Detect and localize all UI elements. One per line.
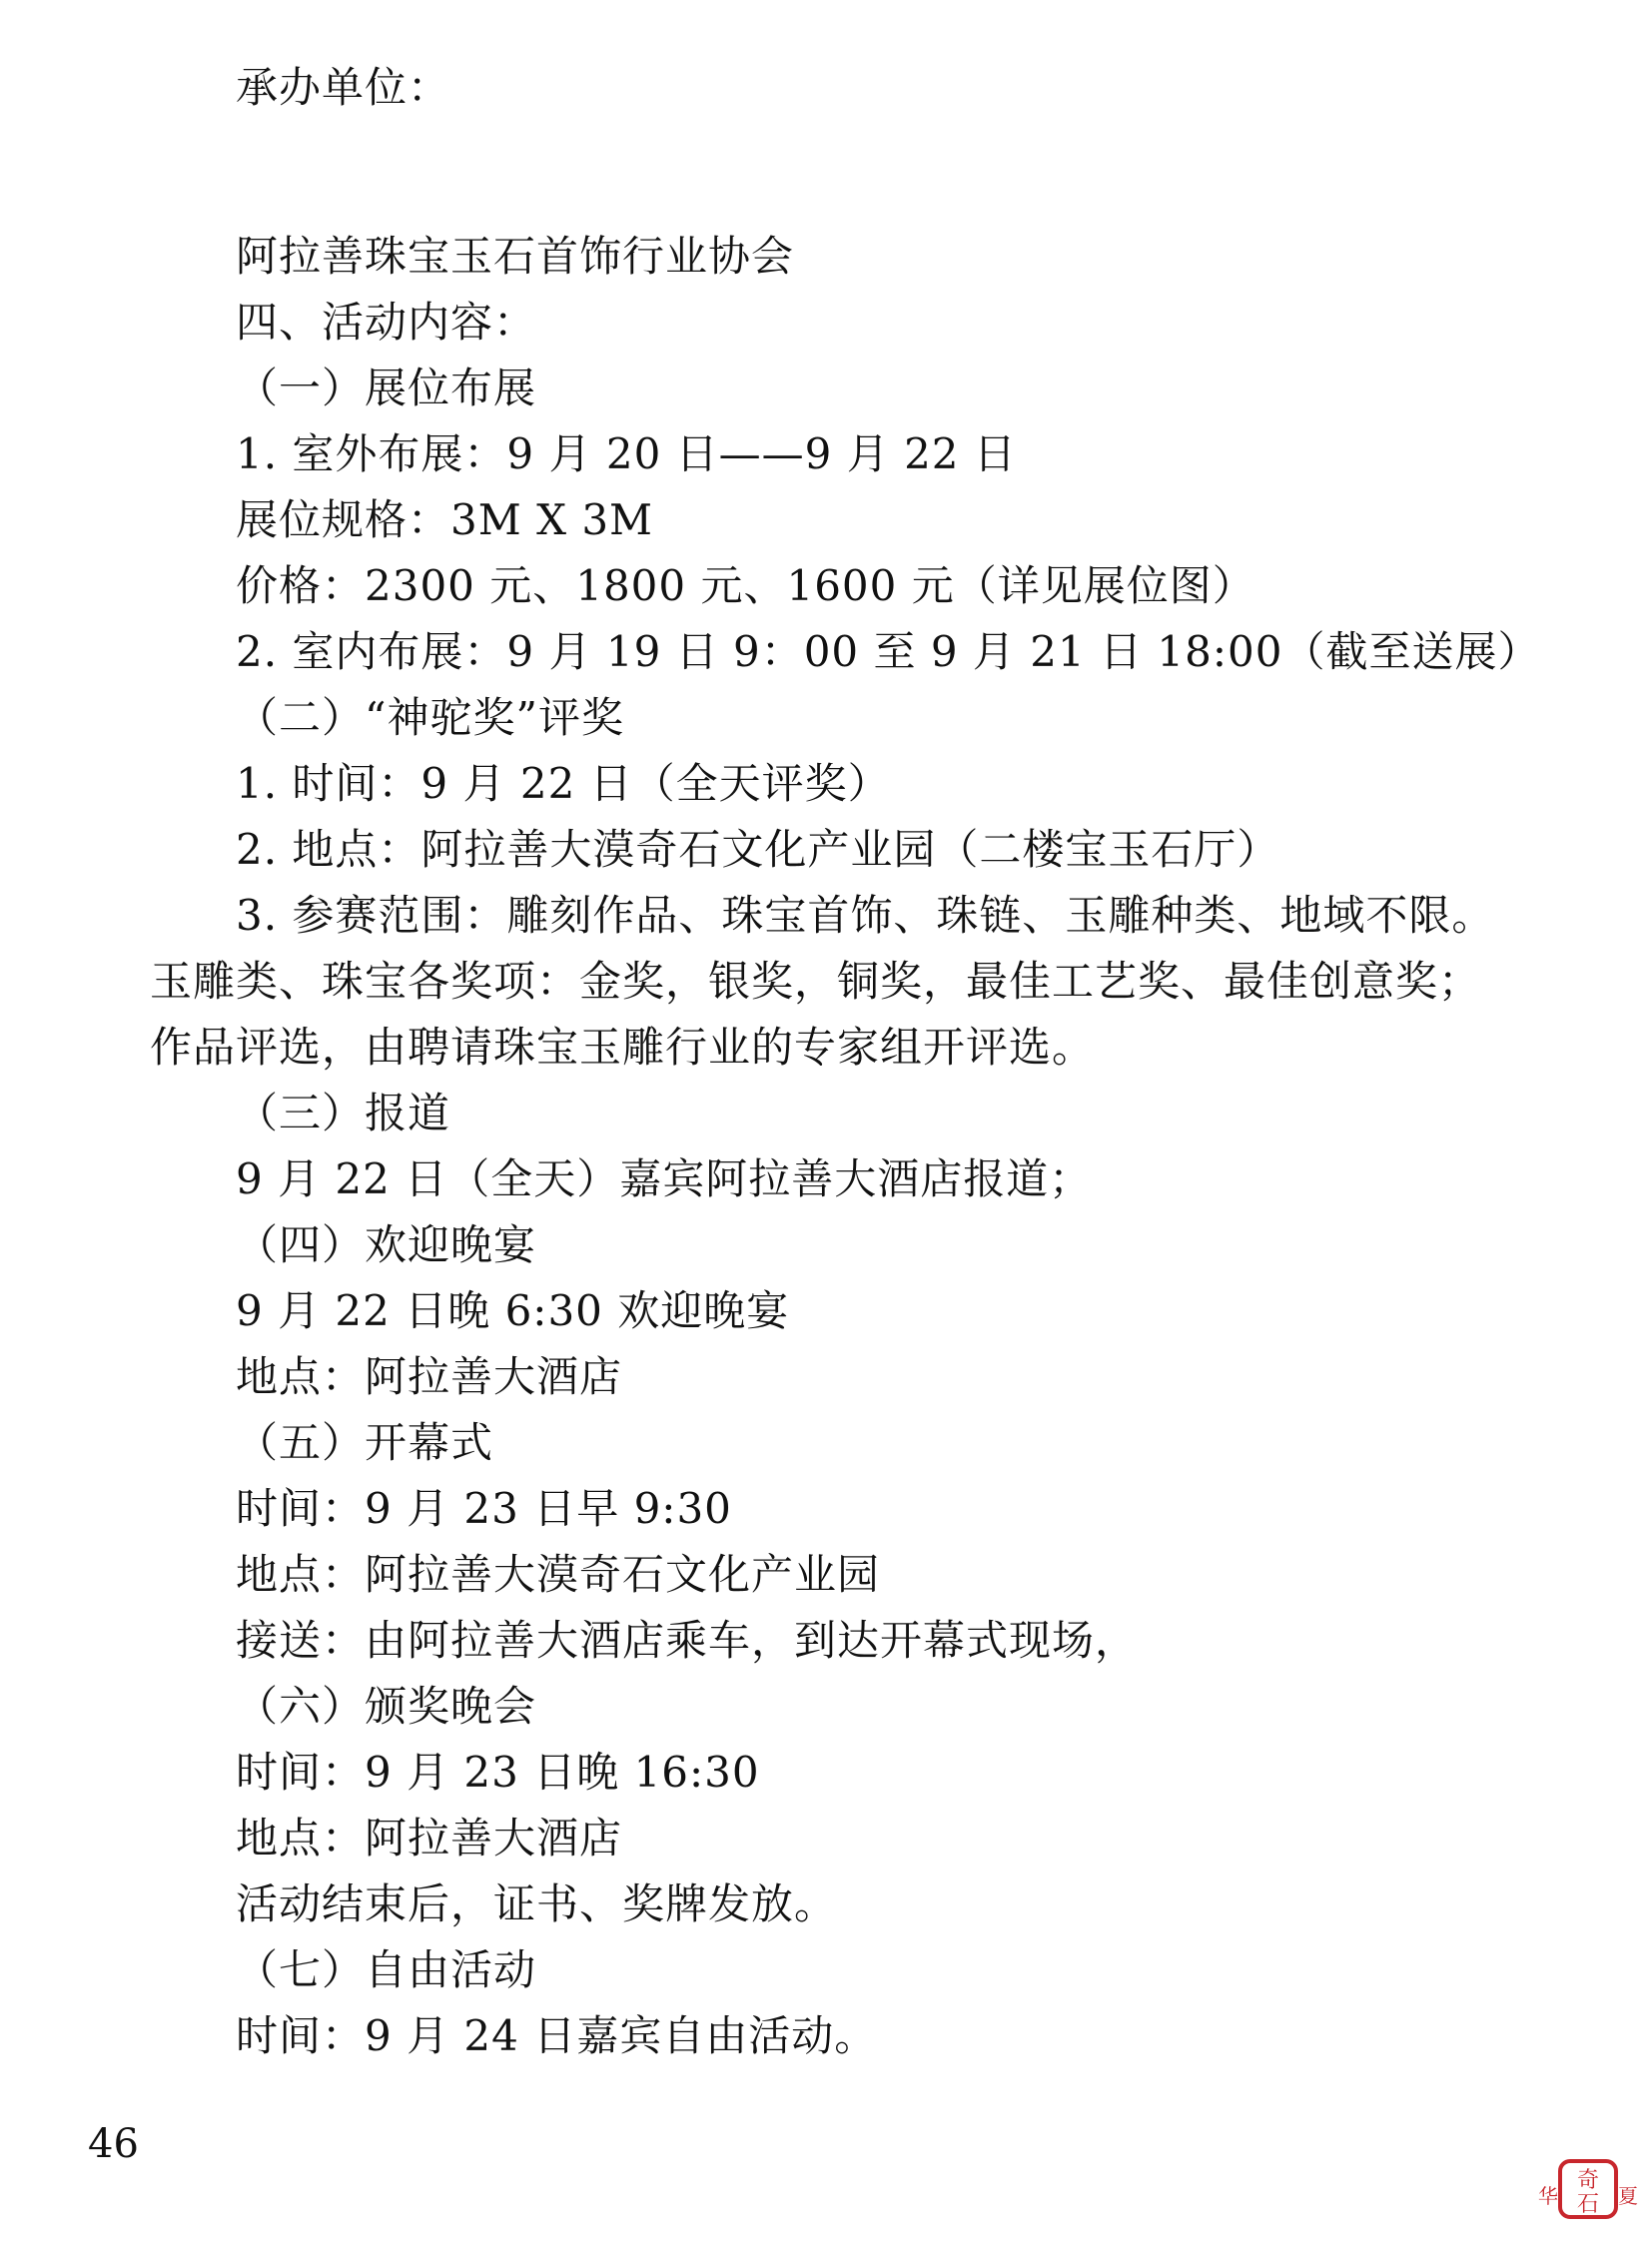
subsection-heading: （五）开幕式 — [236, 1418, 494, 1467]
organizer-name: 阿拉善珠宝玉石首饰行业协会 — [236, 232, 795, 281]
paragraph-line: 价格：2300 元、1800 元、1600 元（详见展位图） — [236, 561, 1255, 610]
paragraph-line: 2. 室内布展：9 月 19 日 9：00 至 9 月 21 日 18:00（截至送展） — [236, 627, 1541, 676]
paragraph-line: 玉雕类、珠宝各奖项：金奖，银奖，铜奖，最佳工艺奖、最佳创意奖； — [150, 957, 1482, 1006]
paragraph-line: 1. 时间：9 月 22 日（全天评奖） — [236, 759, 891, 808]
subsection-heading: （二）“神驼奖”评奖 — [236, 693, 624, 742]
paragraph-line: 地点：阿拉善大酒店 — [236, 1352, 623, 1401]
paragraph-line: 时间：9 月 24 日嘉宾自由活动。 — [236, 2011, 878, 2060]
paragraph-line: 时间：9 月 23 日早 9:30 — [236, 1484, 732, 1533]
subsection-heading: （一）展位布展 — [236, 364, 537, 412]
section-heading: 四、活动内容： — [236, 298, 537, 347]
paragraph-line: 9 月 22 日晚 6:30 欢迎晚宴 — [236, 1286, 790, 1335]
paragraph-line: 2. 地点：阿拉善大漠奇石文化产业园（二楼宝玉石厅） — [236, 825, 1280, 874]
paragraph-line: 展位规格：3M X 3M — [236, 495, 654, 544]
paragraph-line: 地点：阿拉善大酒店 — [236, 1814, 623, 1863]
watermark-char-bottom: 石 — [1576, 2192, 1600, 2217]
watermark-char-right: 夏 — [1618, 2184, 1638, 2208]
paragraph-line: 9 月 22 日（全天）嘉宾阿拉善大酒店报道； — [236, 1154, 1093, 1203]
subsection-heading: （六）颁奖晚会 — [236, 1682, 537, 1731]
watermark-char-left: 华 — [1538, 2184, 1558, 2208]
subsection-heading: （七）自由活动 — [236, 1945, 537, 1994]
subsection-heading: （四）欢迎晚宴 — [236, 1220, 537, 1269]
paragraph-line: 地点：阿拉善大漠奇石文化产业园 — [236, 1550, 881, 1599]
paragraph-line: 3. 参赛范围：雕刻作品、珠宝首饰、珠链、玉雕种类、地域不限。 — [236, 891, 1495, 940]
paragraph-line: 1. 室外布展：9 月 20 日——9 月 22 日 — [236, 429, 1017, 478]
paragraph-line: 接送：由阿拉善大酒店乘车，到达开幕式现场， — [236, 1616, 1139, 1665]
paragraph-line: 时间：9 月 23 日晚 16:30 — [236, 1748, 760, 1797]
watermark-seal-icon — [1538, 2155, 1638, 2235]
organizer-label: 承办单位： — [236, 63, 451, 112]
subsection-heading: （三）报道 — [236, 1089, 451, 1137]
paragraph-line: 作品评选，由聘请珠宝玉雕行业的专家组开评选。 — [150, 1023, 1096, 1072]
watermark-char-top: 奇 — [1576, 2168, 1600, 2193]
paragraph-line: 活动结束后，证书、奖牌发放。 — [236, 1879, 838, 1928]
page-number: 46 — [88, 2121, 139, 2167]
